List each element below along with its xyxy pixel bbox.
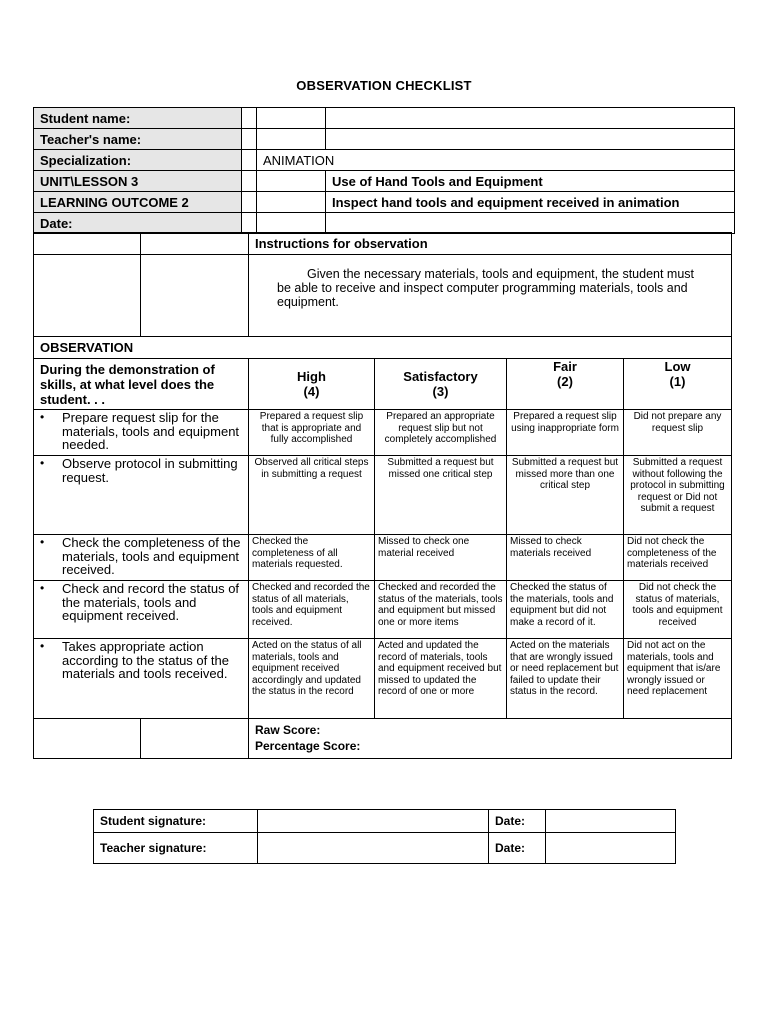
score-row xyxy=(34,719,732,759)
instructions-text-row xyxy=(34,255,732,337)
student-date-label: Date: xyxy=(489,810,546,833)
level-high xyxy=(249,359,375,410)
rubric-satisfactory: Prepared an appropriate request slip but not completely accomplished xyxy=(375,410,507,456)
level-satisfactory xyxy=(375,359,507,410)
criterion-cell xyxy=(34,581,249,639)
teacher-name-row xyxy=(34,129,735,150)
observation-label-row xyxy=(34,337,732,359)
level-high-name: High xyxy=(297,369,326,384)
unit-value: Use of Hand Tools and Equipment xyxy=(326,171,735,192)
date-label: Date: xyxy=(34,213,242,234)
rubric-high: Checked and recorded the status of all materials, tools and equipment received. xyxy=(249,581,375,639)
level-satisfactory-name: Satisfactory xyxy=(403,369,478,384)
rubric-low: Did not act on the materials, tools and equipment that is/are wrongly issued or need replacement xyxy=(624,639,732,719)
level-satisfactory-score: (3) xyxy=(432,384,449,399)
teacher-name-field[interactable] xyxy=(326,129,735,150)
rubric-low: Submitted a request without following the protocol in submitting request or Did not submit a request xyxy=(624,456,732,535)
student-name-row xyxy=(34,108,735,129)
student-signature-field[interactable] xyxy=(258,810,489,833)
bullet-icon: • xyxy=(40,581,45,595)
teacher-signature-field[interactable] xyxy=(258,833,489,864)
unit-label: UNIT\LESSON 3 xyxy=(34,171,242,192)
student-name-field[interactable] xyxy=(326,108,735,129)
teacher-signature-label: Teacher signature: xyxy=(94,833,258,864)
percentage-score-label: Percentage Score: xyxy=(255,739,361,753)
bullet-icon: • xyxy=(40,535,45,549)
rubric-fair: Checked the status of the materials, tools and equipment but did not make a record of it. xyxy=(507,581,624,639)
rubric-fair: Prepared a request slip using inappropriate form xyxy=(507,410,624,456)
instructions-heading: Instructions for observation xyxy=(249,233,732,255)
student-signature-row xyxy=(94,810,676,833)
rubric-high: Checked the completeness of all materials requested. xyxy=(249,535,375,581)
bullet-icon: • xyxy=(40,639,45,653)
criterion-text: Check the completeness of the materials, tools and equipment received. xyxy=(62,535,241,577)
score-cell xyxy=(249,719,732,759)
instructions-text: Given the necessary materials, tools and equipment, the student must be able to receive and inspect computer programming materials, tools and equipment. xyxy=(277,267,695,309)
criterion-text: Observe protocol in submitting request. xyxy=(62,456,238,485)
rubric-fair: Missed to check materials received xyxy=(507,535,624,581)
rubric-low: Did not check the status of materials, tools and equipment received xyxy=(624,581,732,639)
teacher-date-field[interactable] xyxy=(546,833,676,864)
table-row xyxy=(34,535,732,581)
student-name-label: Student name: xyxy=(34,108,242,129)
student-signature-label: Student signature: xyxy=(94,810,258,833)
outcome-label: LEARNING OUTCOME 2 xyxy=(34,192,242,213)
level-low-name: Low xyxy=(664,359,691,374)
instructions-heading-row xyxy=(34,233,732,255)
question-text: During the demonstration of skills, at what level does the student. . . xyxy=(34,359,249,410)
specialization-value: ANIMATION xyxy=(257,150,735,171)
teacher-name-label: Teacher's name: xyxy=(34,129,242,150)
specialization-label: Specialization: xyxy=(34,150,242,171)
criterion-cell xyxy=(34,639,249,719)
rubric-satisfactory: Submitted a request but missed one critical step xyxy=(375,456,507,535)
rubric-high: Acted on the status of all materials, tools and equipment received accordingly and updated the status in the record xyxy=(249,639,375,719)
student-date-field[interactable] xyxy=(546,810,676,833)
level-fair xyxy=(507,359,624,410)
level-fair-name: Fair xyxy=(553,359,577,374)
level-low xyxy=(624,359,732,410)
level-fair-score: (2) xyxy=(557,374,573,389)
rubric-fair: Submitted a request but missed more than one critical step xyxy=(507,456,624,535)
level-low-score: (1) xyxy=(669,374,686,389)
page-title: OBSERVATION CHECKLIST xyxy=(296,78,472,93)
table-row xyxy=(34,456,732,535)
criterion-text: Prepare request slip for the materials, tools and equipment needed. xyxy=(62,410,240,452)
outcome-value: Inspect hand tools and equipment received in animation xyxy=(326,192,735,213)
rubric-satisfactory: Missed to check one material received xyxy=(375,535,507,581)
bullet-icon: • xyxy=(40,410,45,424)
levels-header-row xyxy=(34,359,732,410)
observation-label: OBSERVATION xyxy=(34,337,732,359)
student-info-table xyxy=(33,107,735,234)
criterion-cell xyxy=(34,535,249,581)
table-row xyxy=(34,410,732,456)
table-row xyxy=(34,639,732,719)
rubric-low: Did not prepare any request slip xyxy=(624,410,732,456)
criterion-cell xyxy=(34,410,249,456)
bullet-icon: • xyxy=(40,456,45,470)
observation-table xyxy=(33,232,732,759)
specialization-row xyxy=(34,150,735,171)
unit-row xyxy=(34,171,735,192)
level-high-score: (4) xyxy=(303,384,320,399)
date-row xyxy=(34,213,735,234)
rubric-low: Did not check the completeness of the materials received xyxy=(624,535,732,581)
rubric-satisfactory: Checked and recorded the status of the materials, tools and equipment but missed one or more items xyxy=(375,581,507,639)
criterion-cell xyxy=(34,456,249,535)
teacher-signature-row xyxy=(94,833,676,864)
signature-table xyxy=(93,809,676,864)
teacher-date-label: Date: xyxy=(489,833,546,864)
rubric-satisfactory: Acted and updated the record of materials, tools and equipment received but missed to updated the record of one or more xyxy=(375,639,507,719)
criterion-text: Check and record the status of the materials, tools and equipment received. xyxy=(62,581,240,623)
date-field[interactable] xyxy=(326,213,735,234)
rubric-high: Observed all critical steps in submitting a request xyxy=(249,456,375,535)
raw-score-label: Raw Score: xyxy=(255,723,321,737)
outcome-row xyxy=(34,192,735,213)
table-row xyxy=(34,581,732,639)
criterion-text: Takes appropriate action according to the status of the materials and tools received. xyxy=(62,639,229,681)
rubric-fair: Acted on the materials that are wrongly issued or need replacement but failed to update their status in the record. xyxy=(507,639,624,719)
rubric-high: Prepared a request slip that is appropriate and fully accomplished xyxy=(249,410,375,456)
